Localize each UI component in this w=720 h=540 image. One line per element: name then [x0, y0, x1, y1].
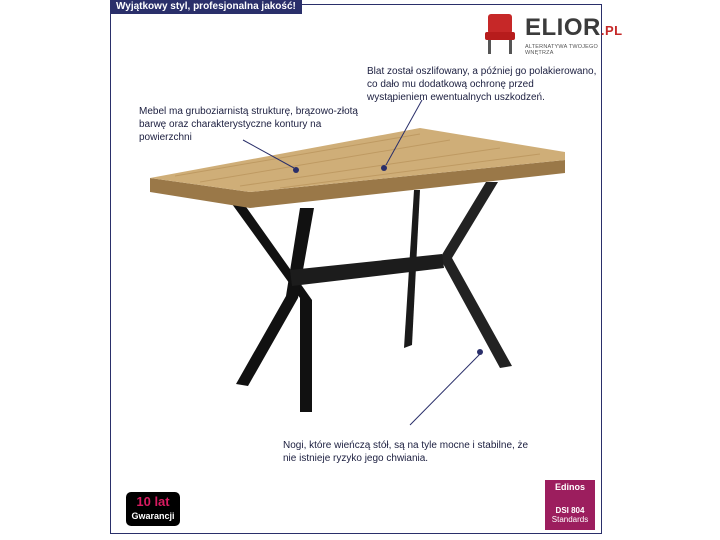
brand-name: ELIOR.PL: [525, 14, 623, 41]
header-tagline: Wyjątkowy styl, profesjonalna jakość!: [110, 0, 302, 14]
callout-texture: Mebel ma gruboziarnistą strukturę, brązowo-złotą barwę oraz charakterystyczne kontury na powierzchni: [139, 106, 358, 143]
callout-finish: Blat został oszlifowany, a później go polakierowano, co dało mu dodatkową ochronę przed wystąpieniem ewentualnych uszkodzeń.: [367, 66, 597, 103]
brand-tagline: ALTERNATYWA TWOJEGO WNĘTRZA: [525, 44, 598, 56]
callout-legs: Nogi, które wieńczą stół, są na tyle mocne i stabilne, że nie istnieje ryzyko jego chwiania.: [283, 440, 529, 464]
warranty-badge: 10 lat Gwarancji: [126, 492, 180, 526]
edinos-certificate-badge: Edinos DSI 804 Standards: [545, 480, 595, 530]
